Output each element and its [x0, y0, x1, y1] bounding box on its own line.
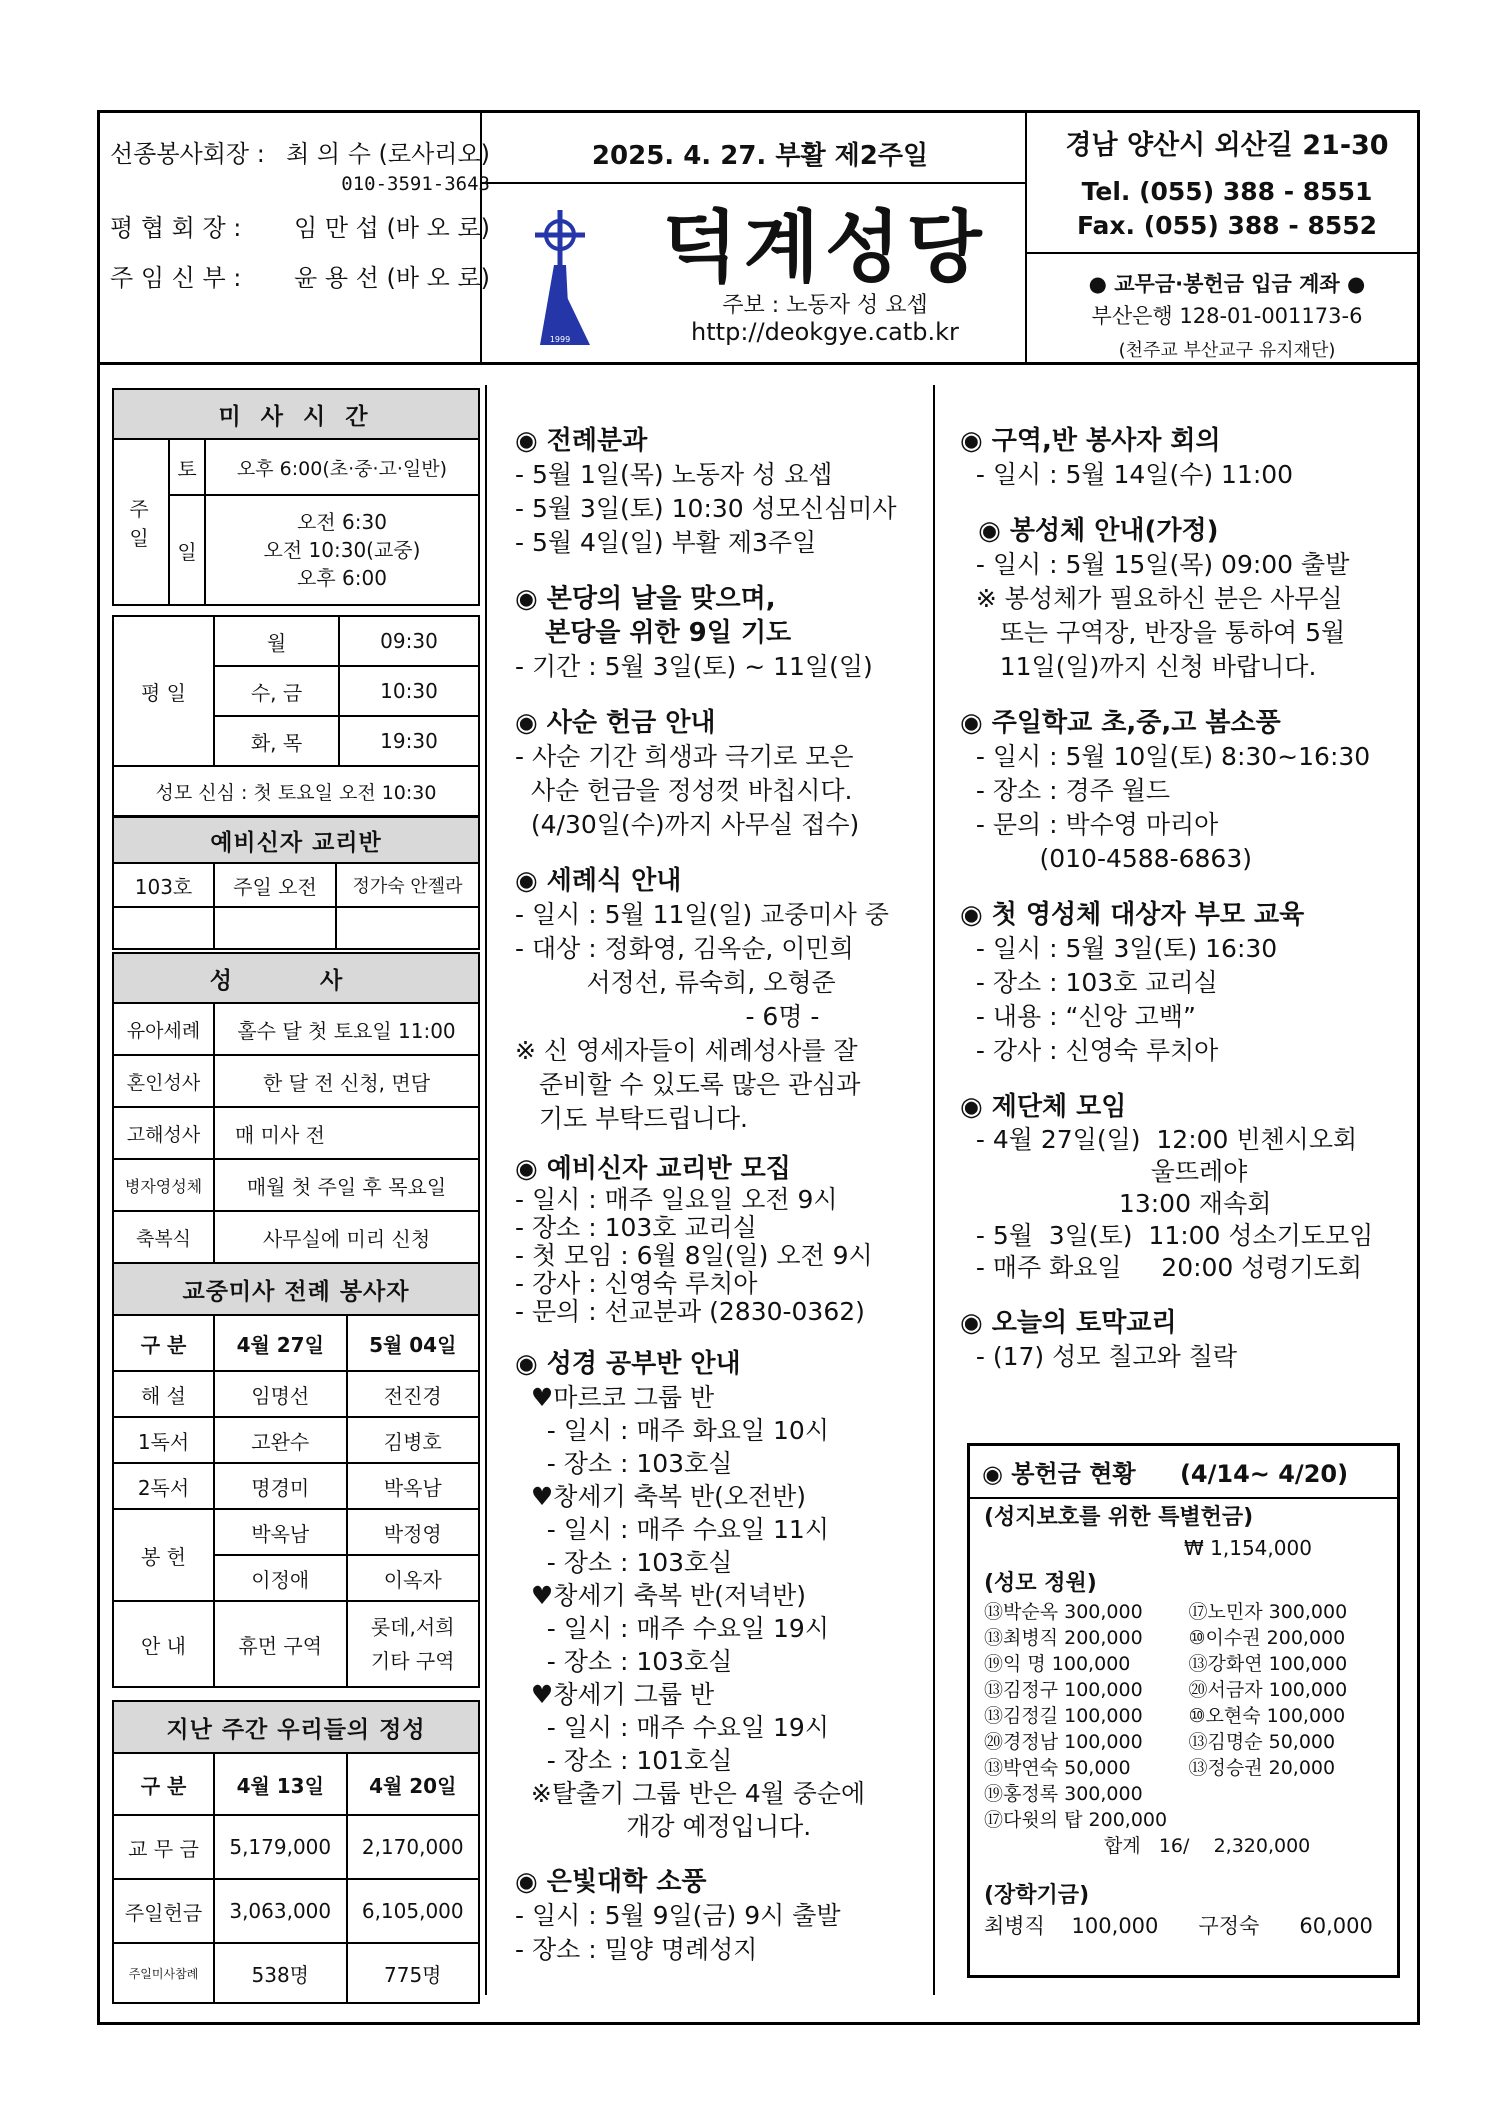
special-offering-amount: ₩ 1,154,000 [1184, 1536, 1312, 1560]
giving-title: 지난 주간 우리들의 정성 [113, 1701, 479, 1753]
account-title: ● 교무금·봉헌금 입금 계좌 ● [1088, 272, 1366, 296]
notice-heading: ◉ 은빛대학 소풍 [515, 1867, 707, 1897]
notice-line: - 강사 : 신영숙 루치아 [960, 1036, 1219, 1065]
giving-value: 2,170,000 [347, 1815, 480, 1879]
notice-liturgy [515, 424, 930, 560]
notice-line: - 일시 : 매주 수요일 19시 [515, 1713, 829, 1742]
notice-line: 울뜨레야 [960, 1157, 1248, 1186]
weekday-mass-table [112, 615, 480, 817]
offering-item: ⑬박연숙 50,000 [984, 1757, 1131, 1779]
weekday-time: 10:30 [339, 666, 479, 716]
fax: Fax. (055) 388 - 8552 [1076, 210, 1378, 240]
sunday-time: 오후 6:00 [297, 566, 387, 590]
notice-district-meeting [960, 424, 1405, 492]
sacrament-info: 사무실에 미리 신청 [214, 1211, 479, 1263]
offering-item: ⑬강화연 100,000 [1188, 1653, 1348, 1675]
giving-label: 주일헌금 [113, 1879, 214, 1943]
notice-line: - 6명 - [515, 1002, 820, 1031]
sacrament-info: 홀수 달 첫 토요일 11:00 [214, 1003, 479, 1055]
patron-saint: 주보 : 노동자 성 요셉 [722, 293, 928, 318]
notice-line: (010-4588-6863) [960, 844, 1252, 873]
notice-heading: ◉ 주일학교 초,중,고 봄소풍 [960, 708, 1281, 738]
scholarship-title: (장학기금) [984, 1883, 1090, 1908]
staff-value: 최 의 수 (로사리오) [286, 140, 490, 168]
marian-mass-note: 성모 신심 : 첫 토요일 오전 10:30 [113, 766, 479, 816]
notice-line: - 일시 : 매주 수요일 19시 [515, 1614, 829, 1643]
account-number: 부산은행 128-01-001173-6 [1091, 304, 1363, 328]
offering-item: ⑬김정구 100,000 [984, 1679, 1143, 1701]
header-staff [110, 140, 490, 315]
notice-line: ♥창세기 그룹 반 [515, 1680, 715, 1709]
date-divider [480, 182, 1026, 184]
notice-line: (4/30일(수)까지 사무실 접수) [515, 810, 860, 839]
notice-catechism [960, 1306, 1405, 1374]
saturday-label: 토 [169, 439, 205, 495]
notice-line: - 5월 3일(토) 10:30 성모신심미사 [515, 494, 897, 523]
catechumen-table [112, 816, 480, 950]
notice-line: - 일시 : 5월 14일(수) 11:00 [960, 460, 1294, 489]
notice-line: - 장소 : 103호실 [515, 1647, 733, 1676]
giving-value: 3,063,000 [214, 1879, 347, 1943]
catechumen-time: 주일 오전 [214, 863, 336, 907]
notice-catechumen-recruit [515, 1152, 930, 1326]
sacraments-table [112, 952, 480, 1264]
column-divider-1 [485, 385, 487, 1995]
notice-sunday-school-picnic [960, 706, 1405, 876]
sunday-time: 오전 10:30(교중) [263, 538, 421, 562]
sacrament-name: 축복식 [113, 1211, 214, 1263]
notice-line: - 장소 : 103호 교리실 [960, 968, 1218, 997]
notice-line: 13:00 재속회 [960, 1189, 1272, 1218]
server-role: 1독서 [113, 1417, 214, 1463]
bulletin-date: 2025. 4. 27. 부활 제2주일 [591, 141, 929, 171]
church-logo [530, 205, 620, 345]
giving-value: 538명 [214, 1943, 347, 2003]
catechumen-room: 103호 [113, 863, 214, 907]
notice-heading: ◉ 본당의 날을 맞으며, [515, 584, 776, 614]
offering-item: ⑲홍정록 300,000 [984, 1783, 1143, 1805]
weekday-time: 19:30 [339, 716, 479, 766]
notice-line: - 매주 화요일 20:00 성령기도회 [960, 1253, 1363, 1282]
offering-item: ⑰다윗의 탑 200,000 [984, 1809, 1168, 1831]
notice-line: - 일시 : 매주 화요일 10시 [515, 1416, 829, 1445]
notice-baptism [515, 864, 930, 1136]
notice-heading: ◉ 제단체 모임 [960, 1092, 1127, 1122]
weekday-time: 09:30 [339, 616, 479, 666]
giving-table [112, 1700, 480, 2004]
weekday-day: 수, 금 [214, 666, 339, 716]
address-divider [1025, 252, 1420, 254]
notice-parish-day [515, 582, 930, 684]
offering-body [970, 1499, 1397, 1945]
staff-label: 주 임 신 부 : [110, 264, 242, 293]
announcements-column-2 [960, 424, 1405, 1396]
offering-list [984, 1599, 1383, 1781]
server-role: 해 설 [113, 1371, 214, 1417]
phone: Tel. (055) 388 - 8551 [1081, 177, 1373, 206]
notice-line: - 5월 3일(토) 11:00 성소기도모임 [960, 1221, 1374, 1250]
account-owner: (천주교 부산교구 유지재단) [1118, 339, 1336, 361]
notice-line: - 강사 : 신영숙 루치아 [515, 1269, 758, 1298]
server-name: 이옥자 [347, 1555, 480, 1601]
notice-line: ♥창세기 축복 반(저녁반) [515, 1581, 807, 1610]
notice-line: - 일시 : 매주 수요일 11시 [515, 1515, 829, 1544]
offering-item: ⑬정승권 20,000 [1188, 1757, 1336, 1779]
sacraments-title: 성 사 [113, 953, 479, 1003]
notice-first-communion [960, 898, 1405, 1068]
notice-line: ♥마르코 그룹 반 [515, 1383, 715, 1412]
offering-period: (4/14~ 4/20) [1179, 1460, 1349, 1488]
notice-heading: ◉ 구역,반 봉사자 회의 [960, 426, 1221, 456]
staff-value: 윤 용 선 (바 오 로) [294, 264, 490, 293]
servers-header: 5월 04일 [347, 1315, 480, 1371]
column-divider-2 [933, 385, 935, 1995]
notice-line: - 사순 기간 희생과 극기로 모은 [515, 742, 854, 771]
notice-line: - 일시 : 매주 일요일 오전 9시 [515, 1185, 838, 1214]
giving-label: 교 무 금 [113, 1815, 214, 1879]
notice-line: - 문의 : 박수영 마리아 [960, 810, 1219, 839]
server-name: 임명선 [214, 1371, 347, 1417]
giving-value: 6,105,000 [347, 1879, 480, 1943]
offering-item: ⑬박순옥 300,000 [984, 1601, 1143, 1623]
staff-value: 임 만 섭 (바 오 로) [294, 213, 490, 242]
server-name: 박옥남 [347, 1463, 480, 1509]
weekday-day: 화, 목 [214, 716, 339, 766]
giving-value: 5,179,000 [214, 1815, 347, 1879]
servers-title: 교중미사 전례 봉사자 [113, 1263, 479, 1315]
notice-line: - 장소 : 103호 교리실 [515, 1213, 757, 1242]
notice-line: - 일시 : 5월 11일(일) 교중미사 중 [515, 900, 889, 929]
sunday-day-label: 일 [169, 495, 205, 605]
saturday-time: 오후 6:00(초·중·고·일반) [205, 439, 479, 495]
server-name: 롯데,서희 기타 구역 [347, 1601, 480, 1687]
notice-home-communion [960, 514, 1405, 684]
offering-title-row [970, 1446, 1397, 1499]
website-link[interactable]: http://deokgye.catb.kr [691, 318, 959, 346]
notice-line: ※ 봉성체가 필요하신 분은 사무실 [960, 584, 1343, 613]
server-name: 박옥남 [214, 1509, 347, 1555]
special-offering-title: (성지보호를 위한 특별헌금) [984, 1505, 1254, 1530]
giving-header: 구 분 [113, 1753, 214, 1815]
offering-total: 합계 16/ 2,320,000 [1104, 1835, 1311, 1857]
giving-header: 4월 20일 [347, 1753, 480, 1815]
bank-account [1032, 300, 1422, 365]
mass-times-table [112, 388, 480, 606]
notice-silver-college [515, 1865, 930, 1967]
staff-label: 평 협 회 장 : [110, 213, 242, 242]
offering-box [967, 1443, 1400, 1978]
notice-heading: ◉ 첫 영성체 대상자 부모 교육 [960, 900, 1305, 930]
offering-item: ⑲익 명 100,000 [984, 1653, 1131, 1675]
server-name: 전진경 [347, 1371, 480, 1417]
server-role: 2독서 [113, 1463, 214, 1509]
server-name: 김병호 [347, 1417, 480, 1463]
sacrament-info: 매월 첫 주일 후 목요일 [214, 1159, 479, 1211]
notice-line: - 문의 : 선교분과 (2830-0362) [515, 1297, 865, 1326]
notice-group-meetings [960, 1090, 1405, 1284]
notice-line: 기도 부탁드립니다. [515, 1104, 748, 1133]
offering-item: ⑳경정남 100,000 [984, 1731, 1143, 1753]
notice-line: ※ 신 영세자들이 세례성사를 잘 [515, 1036, 858, 1065]
notice-heading: ◉ 세례식 안내 [515, 866, 682, 896]
offering-item: ⑳서금자 100,000 [1188, 1679, 1348, 1701]
notice-line: 11일(일)까지 신청 바랍니다. [960, 652, 1317, 681]
church-address: 경남 양산시 외산길 21-30 [1065, 130, 1389, 161]
notice-line: - 장소 : 101호실 [515, 1746, 733, 1775]
weekday-label: 평 일 [113, 616, 214, 766]
server-name: 명경미 [214, 1463, 347, 1509]
notice-line: - 첫 모임 : 6월 8일(일) 오전 9시 [515, 1241, 873, 1270]
notice-line: 사순 헌금을 정성껏 바칩시다. [515, 776, 853, 805]
giving-value: 775명 [347, 1943, 480, 2003]
contact [1032, 175, 1422, 243]
announcements-column-1 [515, 424, 930, 1989]
notice-heading: ◉ 전례분과 [515, 426, 648, 456]
server-role: 봉 헌 [113, 1509, 214, 1601]
notice-heading: ◉ 봉성체 안내(가정) [960, 516, 1219, 546]
catechumen-title: 예비신자 교리반 [113, 817, 479, 863]
mass-times-title: 미 사 시 간 [113, 389, 479, 439]
offering-item: ⑰노민자 300,000 [1188, 1601, 1348, 1623]
notice-line: - 4월 27일(일) 12:00 빈첸시오회 [960, 1125, 1358, 1154]
sacrament-name: 병자영성체 [113, 1159, 214, 1211]
offering-item: ⑩이수권 200,000 [1188, 1627, 1346, 1649]
notice-line: - (17) 성모 칠고와 칠락 [960, 1342, 1238, 1371]
notice-heading: ◉ 사순 헌금 안내 [515, 708, 716, 738]
server-name: 이정애 [214, 1555, 347, 1601]
server-name: 휴먼 구역 [214, 1601, 347, 1687]
notice-line: 또는 구역장, 반장을 통하여 5월 [960, 618, 1346, 647]
giving-header: 4월 13일 [214, 1753, 347, 1815]
notice-line: - 기간 : 5월 3일(토) ~ 11일(일) [515, 652, 873, 681]
notice-line: - 일시 : 5월 9일(금) 9시 출발 [515, 1901, 841, 1930]
liturgy-servers-table [112, 1262, 480, 1688]
servers-header: 구 분 [113, 1315, 214, 1371]
sacrament-name: 혼인성사 [113, 1055, 214, 1107]
notice-line: - 장소 : 103호실 [515, 1449, 733, 1478]
server-name: 박정영 [347, 1509, 480, 1555]
sacrament-name: 고해성사 [113, 1107, 214, 1159]
notice-line: - 5월 4일(일) 부활 제3주일 [515, 528, 817, 557]
staff-label: 선종봉사회장 : [110, 140, 265, 168]
notice-line: - 장소 : 경주 월드 [960, 776, 1171, 805]
server-name: 고완수 [214, 1417, 347, 1463]
offering-item: ⑬김정길 100,000 [984, 1705, 1143, 1727]
notice-line: - 장소 : 103호실 [515, 1548, 733, 1577]
notice-line: - 대상 : 정화영, 김옥순, 이민희 [515, 934, 854, 963]
notice-line: 서정선, 류숙희, 오형준 [515, 968, 836, 997]
notice-line: ※탈출기 그룹 반은 4월 중순에 [515, 1779, 866, 1808]
offering-item: ⑬김명순 50,000 [1188, 1731, 1336, 1753]
notice-line: - 내용 : “신앙 고백” [960, 1002, 1196, 1031]
notice-line: - 일시 : 5월 10일(토) 8:30~16:30 [960, 742, 1371, 771]
notice-line: - 장소 : 밀양 명례성지 [515, 1935, 758, 1964]
sacrament-info: 한 달 전 신청, 면담 [214, 1055, 479, 1107]
notice-line: - 5월 1일(목) 노동자 성 요셉 [515, 460, 833, 489]
notice-heading: 본당을 위한 9일 기도 [545, 618, 792, 648]
staff-phone: 010-3591-3643 [341, 172, 490, 195]
server-role: 안 내 [113, 1601, 214, 1687]
notice-heading: ◉ 오늘의 토막교리 [960, 1308, 1177, 1338]
notice-line: - 일시 : 5월 3일(토) 16:30 [960, 934, 1278, 963]
catechumen-teacher: 정가숙 안젤라 [336, 863, 479, 907]
servers-header: 4월 27일 [214, 1315, 347, 1371]
sunday-time: 오전 6:30 [297, 510, 387, 534]
notice-line: ♥창세기 축복 반(오전반) [515, 1482, 807, 1511]
notice-line: 준비할 수 있도록 많은 관심과 [515, 1070, 861, 1099]
notice-heading: ◉ 성경 공부반 안내 [515, 1349, 741, 1379]
offering-title: ◉ 봉헌금 현황 [982, 1460, 1136, 1488]
scholarship-list: 최병직 100,000 구정숙 60,000 [984, 1914, 1373, 1938]
weekday-day: 월 [214, 616, 339, 666]
notice-lent-offering [515, 706, 930, 842]
sunday-label: 주 일 [113, 439, 169, 605]
giving-label: 주일미사참례 [113, 1943, 214, 2003]
regular-offering-title: (성모 정원) [984, 1571, 1097, 1596]
sacrament-info: 매 미사 전 [214, 1107, 479, 1159]
sacrament-name: 유아세례 [113, 1003, 214, 1055]
offering-item: ⑬최병직 200,000 [984, 1627, 1143, 1649]
notice-heading: ◉ 예비신자 교리반 모집 [515, 1154, 791, 1184]
church-title: 덕계성당 [662, 203, 988, 293]
notice-line: - 일시 : 5월 15일(목) 09:00 출발 [960, 550, 1350, 579]
notice-bible-study [515, 1348, 930, 1843]
notice-line: 개강 예정입니다. [515, 1812, 812, 1841]
logo-year: 1999 [549, 335, 571, 344]
offering-item: ⑩오현숙 100,000 [1188, 1705, 1346, 1727]
